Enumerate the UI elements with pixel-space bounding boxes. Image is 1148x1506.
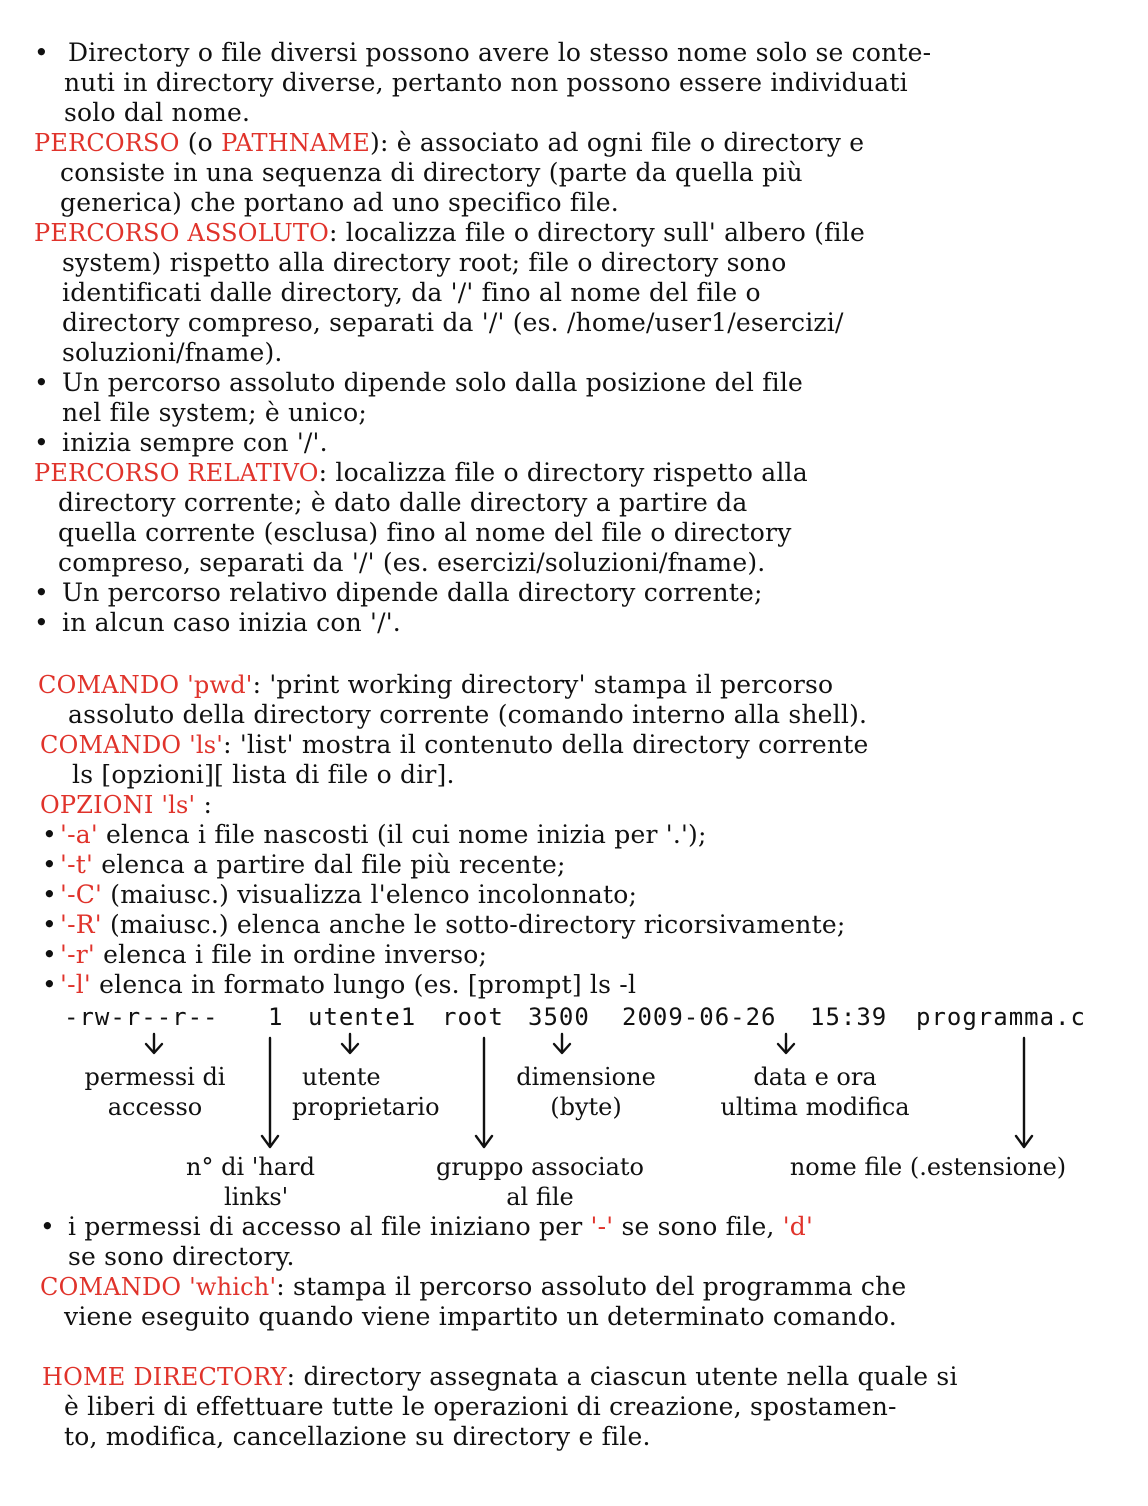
text-line: to, modifica, cancellazione su directory e file. xyxy=(64,1422,651,1451)
example-group: root xyxy=(442,1003,504,1031)
label-line: gruppo associato xyxy=(435,1153,644,1181)
relativo-title: PERCORSO RELATIVO xyxy=(34,459,319,487)
ls-option-text: elenca in formato lungo (es. [prompt] ls -l xyxy=(91,970,637,999)
opzioni-heading xyxy=(40,790,212,820)
example-date: 2009-06-26 xyxy=(622,1003,777,1031)
arrow-links xyxy=(262,1038,278,1147)
home-heading xyxy=(42,1362,958,1392)
ls-option-text: elenca a partire dal file più recente; xyxy=(93,850,566,879)
label-line: dimensione xyxy=(516,1063,656,1091)
text-line: identificati dalle directory, da '/' fino al nome del file o xyxy=(62,278,761,307)
example-perm: -rw-r--r-- xyxy=(64,1003,219,1031)
ls-option-flag: '-R' xyxy=(60,910,102,939)
ls-option-flag: '-C' xyxy=(60,880,103,909)
ls-option-text: elenca i file nascosti (il cui nome inizia per '.'); xyxy=(97,820,707,849)
text-line: quella corrente (esclusa) fino al nome del file o directory xyxy=(58,518,792,547)
bullet-dot: • xyxy=(42,940,57,969)
ls-option-text: (maiusc.) visualizza l'elenco incolonnato; xyxy=(102,880,638,909)
home-title: HOME DIRECTORY xyxy=(42,1363,287,1391)
text-line: nuti in directory diverse, pertanto non possono essere individuati xyxy=(64,68,908,97)
bullet-dot: • xyxy=(42,910,57,939)
percorso-title: PERCORSO xyxy=(34,129,180,157)
arrow-date xyxy=(778,1034,794,1053)
label-line: proprietario xyxy=(292,1093,440,1121)
text-span: : stampa il percorso assoluto del programma che xyxy=(276,1272,907,1301)
which-heading xyxy=(40,1272,906,1302)
text-line: è liberi di effettuare tutte le operazioni di creazione, spostamen- xyxy=(64,1392,897,1421)
ls-heading xyxy=(40,730,868,760)
text-span: : directory assegnata a ciascun utente nella quale si xyxy=(286,1362,958,1391)
example-links: 1 xyxy=(268,1003,284,1031)
example-size: 3500 xyxy=(528,1003,590,1031)
bullet-dot: • xyxy=(42,880,57,909)
label-gruppo xyxy=(410,1152,670,1212)
perm-dash: '-' xyxy=(590,1212,614,1241)
ls-option-text: (maiusc.) elenca anche le sotto-directory ricorsivamente; xyxy=(101,910,846,939)
percorso-heading xyxy=(34,128,864,158)
pwd-title: COMANDO 'pwd' xyxy=(38,671,253,699)
text-line: Un percorso relativo dipende dalla directory corrente; xyxy=(62,578,763,607)
text-line: inizia sempre con '/'. xyxy=(62,428,328,457)
pwd-heading xyxy=(38,670,833,700)
text-span: : 'list' mostra il contenuto della directory corrente xyxy=(223,730,869,759)
label-line: utente xyxy=(302,1063,381,1091)
perm-d: 'd' xyxy=(782,1212,814,1241)
label-nome-file xyxy=(748,1152,1108,1182)
ls-option-text: elenca i file in ordine inverso; xyxy=(94,940,488,969)
text-line: solo dal nome. xyxy=(64,98,251,127)
opzioni-title: OPZIONI 'ls' xyxy=(40,791,196,819)
arrow-perm xyxy=(146,1034,162,1053)
bullet-dot: • xyxy=(42,970,57,999)
text-line: system) rispetto alla directory root; file o directory sono xyxy=(62,248,787,277)
assoluto-heading xyxy=(34,218,865,248)
text-span: (o xyxy=(179,128,222,157)
text-line: consiste in una sequenza di directory (parte da quella più xyxy=(60,158,803,187)
text-line: generica) che portano ad uno specifico file. xyxy=(60,188,619,217)
text-span: se sono file, xyxy=(613,1212,783,1241)
label-hard-links xyxy=(186,1152,346,1212)
label-line: links' xyxy=(224,1183,289,1211)
bullet-dot: • xyxy=(40,1212,55,1241)
text-line: Un percorso assoluto dipende solo dalla posizione del file xyxy=(62,368,804,397)
ls-option-item xyxy=(60,820,707,850)
ls-option-item xyxy=(60,940,487,970)
label-data-ora xyxy=(690,1062,940,1122)
relativo-heading xyxy=(34,458,808,488)
bullet-dot: • xyxy=(42,850,57,879)
ls-option-flag: '-t' xyxy=(60,850,94,879)
arrow-group xyxy=(476,1038,492,1147)
arrow-owner xyxy=(342,1034,358,1053)
text-span: ): è associato ad ogni file o directory e xyxy=(370,128,865,157)
bullet-dot: • xyxy=(34,608,49,637)
ls-option-item xyxy=(60,850,566,880)
label-utente xyxy=(292,1062,472,1122)
label-line: ultima modifica xyxy=(720,1093,910,1121)
text-line: soluzioni/fname). xyxy=(62,338,283,367)
ls-option-flag: '-r' xyxy=(60,940,95,969)
ls-option-item xyxy=(60,970,636,1000)
bullet-dot: • xyxy=(34,428,49,457)
ls-option-item xyxy=(60,880,637,910)
example-name: programma.c xyxy=(916,1003,1086,1031)
arrow-size xyxy=(554,1034,570,1053)
label-permessi xyxy=(64,1062,246,1122)
text-line: viene eseguito quando viene impartito un determinato comando. xyxy=(64,1302,897,1331)
text-span: : 'print working directory' stampa il percorso xyxy=(252,670,834,699)
bullet-dot: • xyxy=(34,368,49,397)
bullet-dot: • xyxy=(42,820,57,849)
label-line: permessi di xyxy=(84,1063,226,1091)
text-line: ls [opzioni][ lista di file o dir]. xyxy=(72,760,455,789)
text-span: : localizza file o directory rispetto alla xyxy=(318,458,808,487)
bullet-dot: • xyxy=(34,578,49,607)
which-title: COMANDO 'which' xyxy=(40,1273,277,1301)
label-line: data e ora xyxy=(753,1063,877,1091)
pathname-title: PATHNAME xyxy=(221,129,371,157)
label-line: (byte) xyxy=(550,1093,622,1121)
text-line: assoluto della directory corrente (comando interno alla shell). xyxy=(68,700,868,729)
text-span: : localizza file o directory sull' albero (file xyxy=(329,218,865,247)
assoluto-title: PERCORSO ASSOLUTO xyxy=(34,219,329,247)
ls-option-flag: '-l' xyxy=(60,970,91,999)
text-line: directory corrente; è dato dalle directory a partire da xyxy=(58,488,748,517)
ls-title: COMANDO 'ls' xyxy=(40,731,224,759)
bullet-dot: • xyxy=(34,38,49,67)
text-line: Directory o file diversi possono avere lo stesso nome solo se conte- xyxy=(68,38,932,67)
example-owner: utente1 xyxy=(308,1003,417,1031)
text-span: : xyxy=(195,790,213,819)
ls-option-item xyxy=(60,910,845,940)
label-line: n° di 'hard xyxy=(186,1153,315,1181)
ls-option-flag: '-a' xyxy=(60,820,98,849)
label-dimensione xyxy=(496,1062,676,1122)
perm-note-line xyxy=(68,1212,813,1242)
text-line: in alcun caso inizia con '/'. xyxy=(62,608,401,637)
text-line: nel file system; è unico; xyxy=(62,398,367,427)
text-span: i permessi di accesso al file iniziano per xyxy=(68,1212,591,1241)
arrow-name xyxy=(1016,1038,1032,1147)
text-line: directory compreso, separati da '/' (es. /home/user1/esercizi/ xyxy=(62,308,844,337)
label-line: accesso xyxy=(107,1093,203,1121)
example-time: 15:39 xyxy=(810,1003,888,1031)
label-line: al file xyxy=(506,1183,574,1211)
label-line: nome file (.estensione) xyxy=(789,1153,1067,1181)
text-line: compreso, separati da '/' (es. esercizi/soluzioni/fname). xyxy=(58,548,766,577)
text-line: se sono directory. xyxy=(68,1242,295,1271)
